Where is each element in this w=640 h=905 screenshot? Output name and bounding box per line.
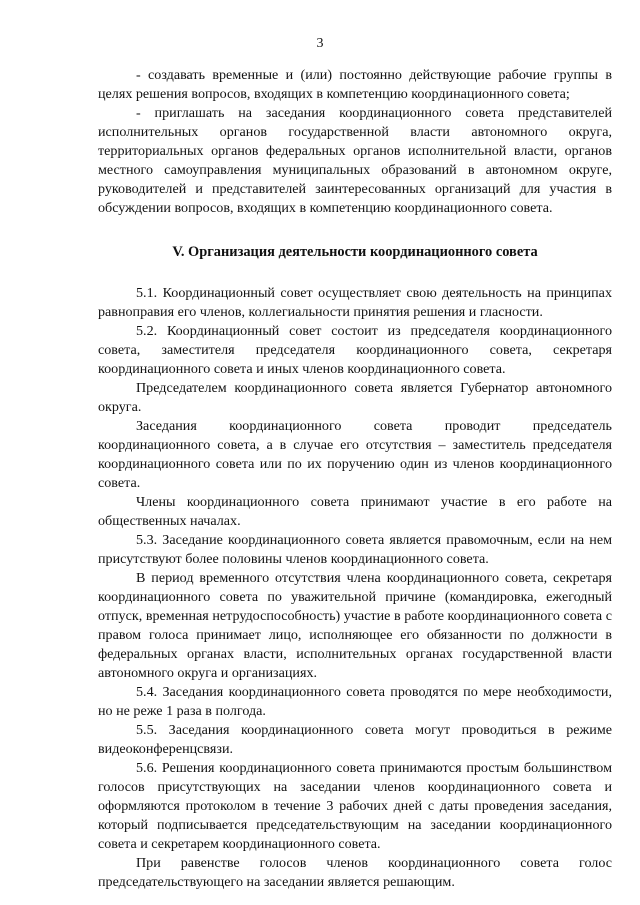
- paragraph-5-1: 5.1. Координационный совет осуществляет свою деятельность на принципах равноправия его членов, коллегиальности принятия решения и гласности.: [98, 285, 612, 320]
- paragraph-5-5: 5.5. Заседания координационного совета могут проводиться в режиме видеоконференцсвязи.: [98, 722, 612, 757]
- paragraph-chairman: Председателем координационного совета является Губернатор автономного округа.: [98, 380, 612, 415]
- paragraph-5-3: 5.3. Заседание координационного совета является правомочным, если на нем присутствуют более половины членов координационного совета.: [98, 532, 612, 567]
- section-heading: V. Организация деятельности координационного совета: [172, 244, 538, 260]
- page-number: 3: [316, 36, 324, 51]
- paragraph-members-voluntary: Члены координационного совета принимают участие в его работе на общественных началах.: [98, 494, 612, 529]
- paragraph-create-working-groups: - создавать временные и (или) постоянно действующие рабочие группы в целях решения вопросов, входящих в компетенцию координационного совета;: [98, 67, 612, 102]
- paragraph-5-4: 5.4. Заседания координационного совета проводятся по мере необходимости, но не реже 1 раза в полгода.: [98, 684, 612, 719]
- paragraph-invite-representatives: - приглашать на заседания координационного совета представителей исполнительных органов государственной власти автономного округа, территориальных органов федеральных органов исполнительной власти, органов местного самоуправления муниципальных образований в автономном округе, руководителей и представителей заинтересованных организаций для участия в обсуждении вопросов, входящих в компетенцию координационного совета.: [98, 105, 612, 216]
- paragraph-temporary-absence: В период временного отсутствия члена координационного совета, секретаря координационного совета по уважительной причине (командировка, ежегодный отпуск, временная нетрудоспособность) участие в работе координационного совета с правом голоса принимает лицо, исполняющее его обязанности по должности в федеральных органах власти, исполнительных органах государственной власти автономного округа и организациях.: [98, 570, 612, 681]
- document-body: [98, 66, 612, 892]
- paragraph-tie-vote: При равенстве голосов членов координационного совета голос председательствующего на заседании является решающим.: [98, 855, 612, 890]
- paragraph-meetings-chair: Заседания координационного совета проводит председатель координационного совета, а в случае его отсутствия – заместитель председателя координационного совета или по их поручению один из членов координационного совета.: [98, 418, 612, 491]
- paragraph-5-2: 5.2. Координационный совет состоит из председателя координационного совета, заместителя председателя координационного совета, секретаря координационного совета и иных членов координационного совета.: [98, 323, 612, 377]
- paragraph-5-6: 5.6. Решения координационного совета принимаются простым большинством голосов присутствующих на заседании членов координационного совета и оформляются протоколом в течение 3 рабочих дней с даты проведения заседания, который подписывается председательствующим на заседании координационного совета и секретарем координационного совета.: [98, 760, 612, 852]
